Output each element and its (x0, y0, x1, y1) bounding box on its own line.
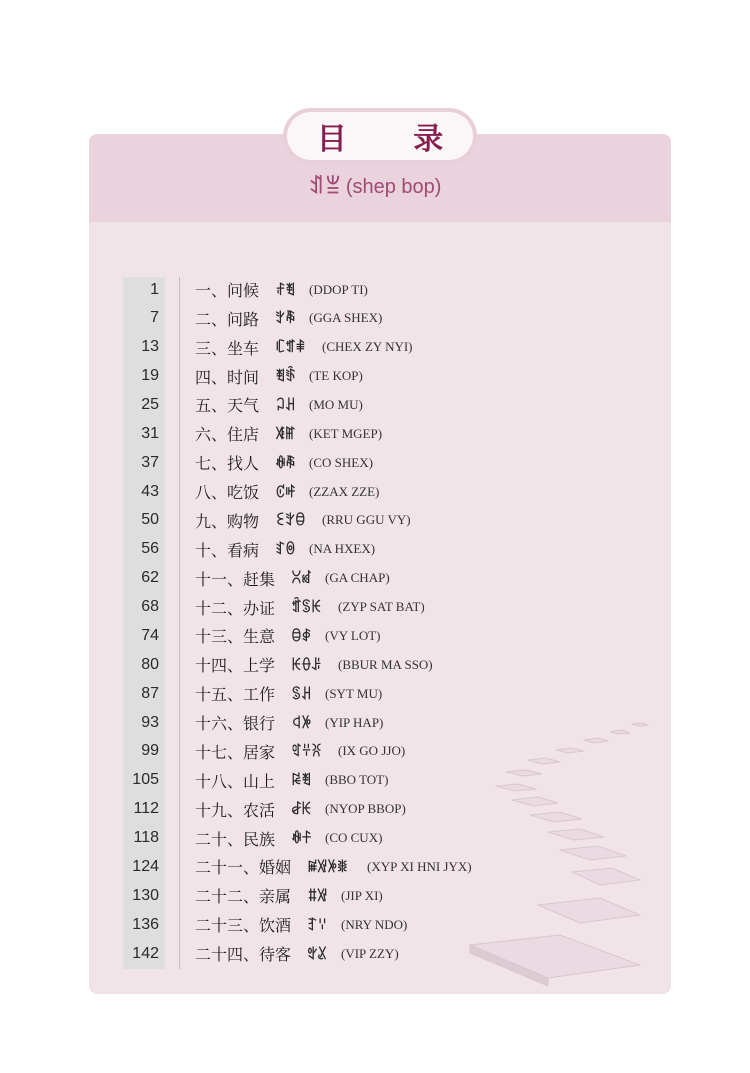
toc-romanization: (TE KOP) (309, 368, 363, 384)
toc-entry[interactable] (123, 852, 563, 881)
toc-yi-title: ꀙꄮ (291, 773, 311, 790)
toc-romanization: (CO SHEX) (309, 454, 373, 470)
toc-yi-title: ꆀꀘ (291, 802, 311, 819)
subtitle-yi: ꀊꁈ (308, 174, 342, 198)
toc-entry[interactable] (123, 621, 563, 650)
toc-page-number: 124 (132, 857, 159, 875)
toc-chapter-title: 十六、银行 (195, 714, 276, 734)
toc-chapter-title: 二十、民族 (195, 829, 276, 849)
toc-yi-title: ꇬꎹ (275, 311, 295, 328)
toc-page-number: 68 (141, 598, 159, 616)
toc-entry[interactable] (123, 419, 563, 448)
toc-chapter-title: 十三、生意 (195, 627, 276, 647)
toc-page-number: 56 (141, 540, 159, 558)
toc-entry[interactable] (123, 679, 563, 708)
toc-page-number: 142 (132, 944, 159, 962)
toc-romanization: (CO CUX) (325, 830, 383, 846)
toc-page-number: 87 (141, 684, 159, 702)
toc-chapter-title: 十、看病 (195, 540, 260, 560)
toc-entry[interactable] (123, 737, 563, 766)
toc-page-number: 43 (141, 482, 159, 500)
toc-romanization: (CHEX ZY NYI) (322, 339, 413, 355)
toc-romanization: (IX GO JJO) (338, 743, 406, 759)
toc-yi-title: ꃪꇉ (291, 628, 311, 645)
toc-yi-title: ꌗꃅ (291, 686, 311, 703)
toc-chapter-title: 十二、办证 (195, 598, 276, 618)
toc-page-number: 13 (141, 338, 159, 356)
toc-romanization: (JIP XI) (341, 887, 383, 903)
toc-romanization: (VY LOT) (325, 627, 381, 643)
toc-page-number: 74 (141, 626, 159, 644)
toc-yi-title: ꄮꈇ (275, 369, 295, 386)
toc-entry[interactable] (123, 506, 563, 535)
toc-entry[interactable] (123, 535, 563, 564)
toc-entry[interactable] (123, 362, 563, 391)
toc-chapter-title: 十四、上学 (195, 656, 276, 676)
toc-romanization: (NRY NDO) (341, 916, 408, 932)
toc-page-number: 37 (141, 453, 159, 471)
toc-page-number: 31 (141, 424, 159, 442)
toc-entry[interactable] (123, 650, 563, 679)
page-subtitle (0, 172, 750, 199)
toc-yi-title: ꃀꃅ (275, 397, 295, 414)
toc-chapter-title: 二、问路 (195, 309, 260, 329)
toc-chapter-title: 一、问候 (195, 281, 260, 300)
toc-page-number: 62 (141, 569, 159, 587)
toc-romanization: (MO MU) (309, 396, 363, 412)
toc-page-number: 136 (132, 915, 159, 933)
toc-romanization: (GGA SHEX) (309, 310, 383, 326)
toc-romanization: (NYOP BBOP) (325, 801, 406, 817)
toc-entry[interactable] (123, 275, 563, 304)
toc-page-number: 7 (150, 309, 159, 327)
toc-page-number: 118 (133, 829, 159, 847)
toc-yi-title: ꇨꂵ (275, 426, 295, 443)
toc-page-number: 105 (132, 771, 159, 789)
toc-romanization: (KET MGEP) (309, 425, 383, 441)
toc-romanization: (XYP XI HNI JYX) (367, 858, 472, 874)
toc-entry[interactable] (123, 564, 563, 593)
toc-page-number: 50 (141, 511, 159, 529)
toc-romanization: (NA HXEX) (309, 541, 376, 557)
toc-yi-title: ꄙꄮ (275, 282, 295, 299)
toc-chapter-title: 十一、赶集 (195, 569, 276, 589)
toc-entry[interactable] (123, 477, 563, 506)
toc-yi-title: ꒉꉼ (291, 715, 311, 732)
toc-page-number: 1 (150, 280, 159, 298)
toc-chapter-title: 六、住店 (195, 425, 260, 445)
toc-chapter-title: 二十四、待客 (195, 945, 292, 964)
toc-chapter-title: 十五、工作 (195, 685, 276, 705)
toc-romanization: (YIP HAP) (325, 714, 384, 730)
toc-yi-title: ꊿꊰ (291, 831, 311, 848)
toc-romanization: (DDOP TI) (309, 281, 368, 297)
toc-chapter-title: 八、吃饭 (195, 483, 260, 503)
toc-romanization: (VIP ZZY) (341, 945, 399, 961)
toc-yi-title: ꏜꑟꉼꒌ (307, 859, 347, 876)
toc-romanization: (ZZAX ZZE) (309, 483, 380, 499)
toc-yi-title: ꍼꌗꀘ (291, 600, 321, 617)
toc-yi-title: ꏂꇬꃪ (275, 513, 305, 530)
toc-romanization: (BBO TOT) (325, 772, 389, 788)
toc-entry[interactable] (123, 593, 563, 622)
toc-romanization: (RRU GGU VY) (322, 512, 411, 528)
toc-yi-title: ꇤꏼ (291, 571, 311, 588)
toc-yi-title: ꊐꊓ (275, 484, 295, 501)
toc-page-number: 93 (141, 713, 159, 731)
toc-entry[interactable] (123, 881, 563, 910)
toc-entry[interactable] (123, 795, 563, 824)
toc-entry[interactable] (123, 448, 563, 477)
toc-yi-title: ꆈꈌ (307, 917, 327, 934)
toc-chapter-title: 三、坐车 (195, 338, 260, 358)
toc-entry[interactable] (123, 708, 563, 737)
toc-yi-title: ꐚꑟ (307, 888, 327, 905)
toc-entry[interactable] (123, 824, 563, 853)
toc-page-number: 99 (141, 742, 159, 760)
subtitle-romanization: (shep bop) (345, 176, 442, 198)
toc-yi-title: ꊿꎹ (275, 455, 295, 472)
toc-entry[interactable] (123, 910, 563, 939)
toc-entry[interactable] (123, 766, 563, 795)
toc-romanization: (SYT MU) (325, 685, 383, 701)
toc-yi-title: ꑽꇭꐦ (291, 744, 321, 761)
toc-romanization: (BBUR MA SSO) (338, 656, 433, 672)
toc-entry[interactable] (123, 939, 563, 968)
toc-chapter-title: 十七、居家 (195, 742, 276, 762)
toc-yi-title: ꆏꉻ (275, 542, 295, 559)
toc-chapter-title: 九、购物 (195, 511, 260, 531)
toc-chapter-title: 十八、山上 (195, 771, 276, 791)
toc-entry[interactable] (123, 390, 563, 419)
toc-page-number: 25 (141, 395, 159, 413)
toc-yi-title: ꃰꊪ (307, 946, 327, 963)
toc-page-number: 112 (133, 800, 159, 818)
page-title: 目 录 (287, 112, 473, 160)
toc-page-number: 19 (141, 367, 159, 385)
toc-romanization: (ZYP SAT BAT) (338, 599, 425, 615)
toc-chapter-title: 七、找人 (195, 454, 260, 474)
toc-entry[interactable] (123, 333, 563, 362)
toc-chapter-title: 二十二、亲属 (195, 887, 292, 907)
toc-yi-title: ꀘꂷꌠ (291, 657, 321, 674)
toc-chapter-title: 四、时间 (195, 367, 260, 387)
toc-chapter-title: 五、天气 (195, 396, 260, 416)
toc-entry[interactable] (123, 304, 563, 333)
toc-yi-title: ꏸꍽꑌ (275, 340, 305, 357)
toc-page-number: 80 (141, 655, 159, 673)
toc-chapter-title: 十九、农活 (195, 800, 276, 820)
toc-chapter-title: 二十一、婚姻 (195, 858, 292, 878)
toc-page-number: 130 (132, 886, 159, 904)
toc-romanization: (GA CHAP) (325, 570, 390, 586)
toc-chapter-title: 二十三、饮酒 (195, 916, 292, 936)
